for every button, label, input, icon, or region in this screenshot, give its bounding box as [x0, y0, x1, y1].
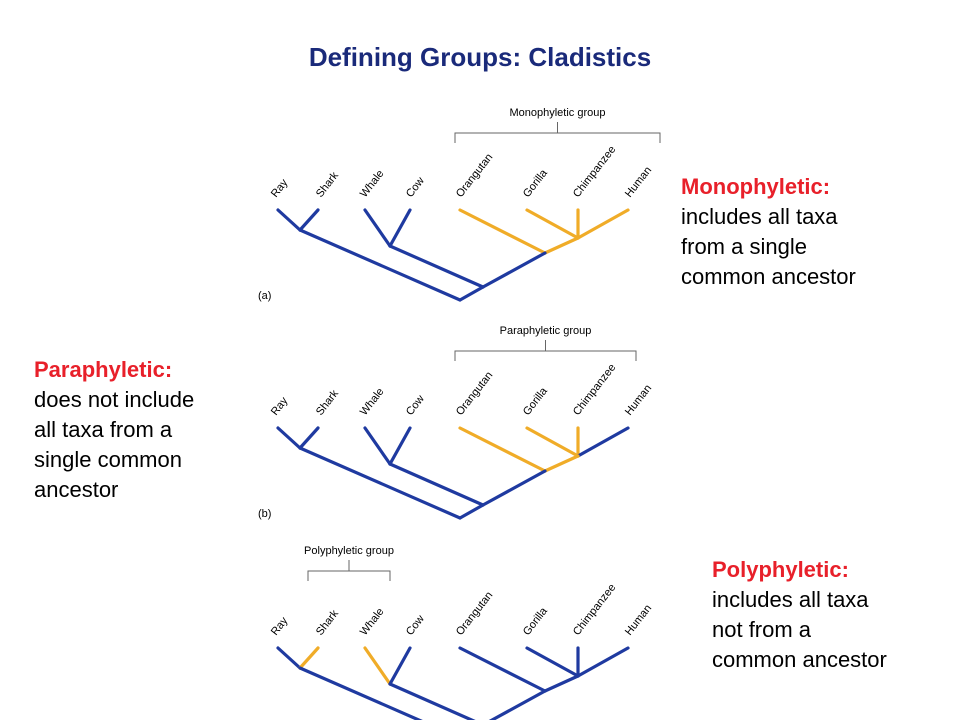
branch-gorilla	[527, 210, 578, 238]
branch-ray	[278, 210, 300, 230]
group-bracket	[308, 560, 390, 581]
branch-shark	[300, 428, 318, 448]
taxon-label: Gorilla	[520, 167, 550, 200]
taxon-label: Shark	[313, 607, 342, 638]
branch-cow	[390, 210, 410, 246]
group-bracket	[455, 340, 636, 361]
taxon-label: Chimpanzee	[570, 581, 619, 638]
group-label: Monophyletic group	[509, 107, 606, 119]
branch-gorilla-chimp-human	[545, 676, 578, 691]
branch-ray	[278, 648, 300, 668]
taxon-label: Whale	[357, 605, 387, 638]
group-label: Paraphyletic group	[499, 325, 592, 337]
branch-shark	[300, 648, 318, 668]
monophyletic-line: includes all taxa	[681, 204, 838, 229]
taxon-label: Human	[622, 602, 655, 638]
branch-human	[578, 648, 628, 676]
branch-gorilla-chimp-human	[545, 456, 578, 471]
taxon-label: Orangutan	[453, 151, 496, 200]
branch-human	[578, 210, 628, 238]
panel-label: (b)	[258, 508, 272, 520]
polyphyletic-line: includes all taxa	[712, 587, 869, 612]
branch-ray	[278, 428, 300, 448]
branch-whale	[365, 428, 390, 464]
branch-orangutan	[460, 648, 545, 691]
group-label: Polyphyletic group	[304, 545, 394, 557]
taxon-label: Chimpanzee	[570, 361, 619, 418]
taxon-label: Chimpanzee	[570, 143, 619, 200]
branch-whale	[365, 648, 390, 684]
group-bracket	[455, 122, 660, 143]
taxon-label: Cow	[403, 393, 427, 418]
taxon-label: Whale	[357, 385, 387, 418]
taxon-label: Human	[622, 164, 655, 200]
branch-orangutan	[460, 210, 545, 253]
monophyletic-heading: Monophyletic:	[681, 174, 831, 199]
branch-whale	[365, 210, 390, 246]
taxon-label: Cow	[403, 175, 427, 200]
taxon-label: Orangutan	[453, 589, 496, 638]
branch-primate-stem	[483, 691, 545, 720]
branch-human	[578, 428, 628, 456]
paraphyletic-line: ancestor	[34, 477, 119, 502]
branch-gorilla-chimp-human	[545, 238, 578, 253]
taxon-label: Cow	[403, 613, 427, 638]
monophyletic-line: from a single	[681, 234, 807, 259]
taxon-label: Gorilla	[520, 605, 550, 638]
branch-tetrapod-stem	[460, 287, 483, 300]
paraphyletic-line: all taxa from a	[34, 417, 173, 442]
paraphyletic-heading: Paraphyletic:	[34, 357, 173, 382]
taxon-label: Whale	[357, 167, 387, 200]
branch-shark	[300, 210, 318, 230]
branch-mammal-stem	[390, 464, 483, 505]
polyphyletic-line: not from a	[712, 617, 812, 642]
branch-primate-stem	[483, 471, 545, 505]
branch-gorilla	[527, 648, 578, 676]
taxon-label: Shark	[313, 387, 342, 418]
taxon-label: Human	[622, 382, 655, 418]
branch-primate-stem	[483, 253, 545, 287]
branch-mammal-stem	[390, 246, 483, 287]
panel-label: (a)	[258, 290, 272, 302]
taxon-label: Ray	[268, 177, 291, 200]
taxon-label: Ray	[268, 615, 291, 638]
taxon-label: Orangutan	[453, 369, 496, 418]
monophyletic-line: common ancestor	[681, 264, 856, 289]
branch-cow	[390, 648, 410, 684]
branch-fish-stem	[300, 668, 460, 720]
branch-orangutan	[460, 428, 545, 471]
paraphyletic-line: does not include	[34, 387, 195, 412]
taxon-label: Shark	[313, 169, 342, 200]
paraphyletic-line: single common	[34, 447, 182, 472]
taxon-label: Ray	[268, 395, 291, 418]
polyphyletic-heading: Polyphyletic:	[712, 557, 849, 582]
branch-gorilla	[527, 428, 578, 456]
page-title: Defining Groups: Cladistics	[308, 42, 652, 72]
branch-tetrapod-stem	[460, 505, 483, 518]
polyphyletic-line: common ancestor	[712, 647, 887, 672]
branch-cow	[390, 428, 410, 464]
taxon-label: Gorilla	[520, 385, 550, 418]
